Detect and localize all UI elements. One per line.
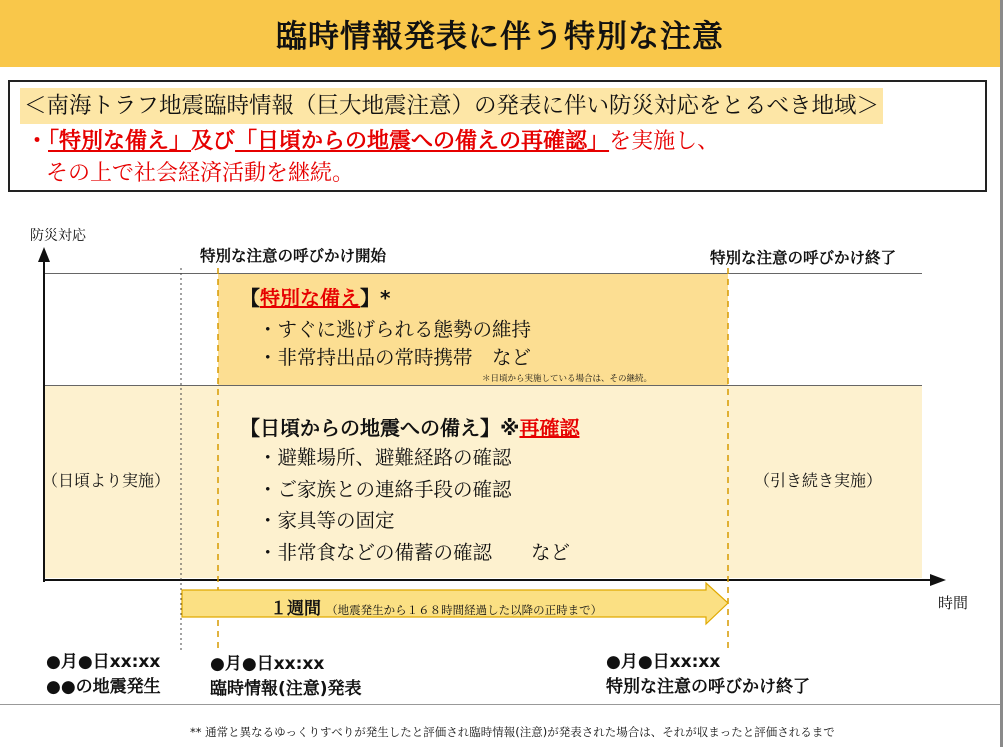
special-preparation-heading: 特別な備え: [260, 286, 360, 310]
special-preparation-term: 「特別な備え」: [48, 129, 192, 154]
footer-divider: [0, 704, 1003, 705]
page-title: 臨時情報発表に伴う特別な注意: [276, 19, 724, 55]
timeline-earthquake-time: ●月●日xx:xx: [46, 652, 161, 672]
one-week-title: １週間: [270, 599, 321, 619]
one-week-label: [270, 594, 602, 619]
daily-item: ・非常食などの備蓄の確認 など: [258, 541, 571, 564]
timeline-earthquake-event: ●●の地震発生: [46, 677, 161, 697]
one-week-detail: （地震発生から１６８時間経過した以降の正時まで）: [326, 603, 603, 617]
daily-item: ・家具等の固定: [258, 509, 395, 532]
action-suffix: を実施し、: [609, 129, 720, 154]
special-note: ＊日頃から実施している場合は、その継続。: [482, 374, 653, 384]
timeline-end-event: 特別な注意の呼びかけ終了: [606, 677, 810, 697]
bullet: ・: [26, 129, 49, 154]
timeline-end-time: ●月●日xx:xx: [606, 652, 721, 672]
daily-item: ・ご家族との連絡手段の確認: [258, 478, 512, 501]
daily-preparation-title: [240, 412, 579, 441]
y-axis-arrowhead: [38, 247, 50, 262]
daily-right-note: （引き続き実施）: [754, 471, 883, 490]
timeline-advisory-time: ●月●日xx:xx: [210, 654, 325, 674]
daily-item: ・避難場所、避難経路の確認: [258, 446, 512, 469]
reconfirm-label: 再確認: [519, 416, 580, 440]
special-preparation-title: [240, 282, 390, 311]
x-axis-arrowhead: [930, 574, 946, 586]
bracket-close-asterisk: 】*: [360, 286, 391, 310]
region-heading: ＜南海トラフ地震臨時情報（巨大地震注意）の発表に伴い防災対応をとるべき地域＞: [20, 88, 883, 124]
region-action-line2: その上で社会経済活動を継続。: [46, 161, 355, 186]
conjunction: 及び: [191, 129, 236, 154]
special-item: ・非常持出品の常時携帯 など: [258, 346, 532, 369]
caution-start-label: 特別な注意の呼びかけ開始: [200, 247, 387, 265]
x-axis-label: 時間: [938, 594, 969, 612]
daily-preparation-term: 「日頃からの地震への備えの再確認」: [235, 129, 610, 154]
y-axis-label: 防災対応: [30, 228, 86, 244]
daily-left-note: （日頃より実施）: [42, 471, 171, 490]
timeline-advisory-event: 臨時情報(注意)発表: [210, 679, 362, 699]
footnote: ** 通常と異なるゆっくりすべりが発生したと評価され臨時情報(注意)が発表された場合は、それが収まったと評価されるまで: [190, 725, 835, 739]
bracket-open: 【: [240, 286, 260, 310]
special-item: ・すぐに逃げられる態勢の維持: [258, 318, 532, 341]
daily-preparation-heading: 【日頃からの地震への備え】※: [240, 416, 520, 440]
caution-end-label: 特別な注意の呼びかけ終了: [710, 249, 897, 267]
